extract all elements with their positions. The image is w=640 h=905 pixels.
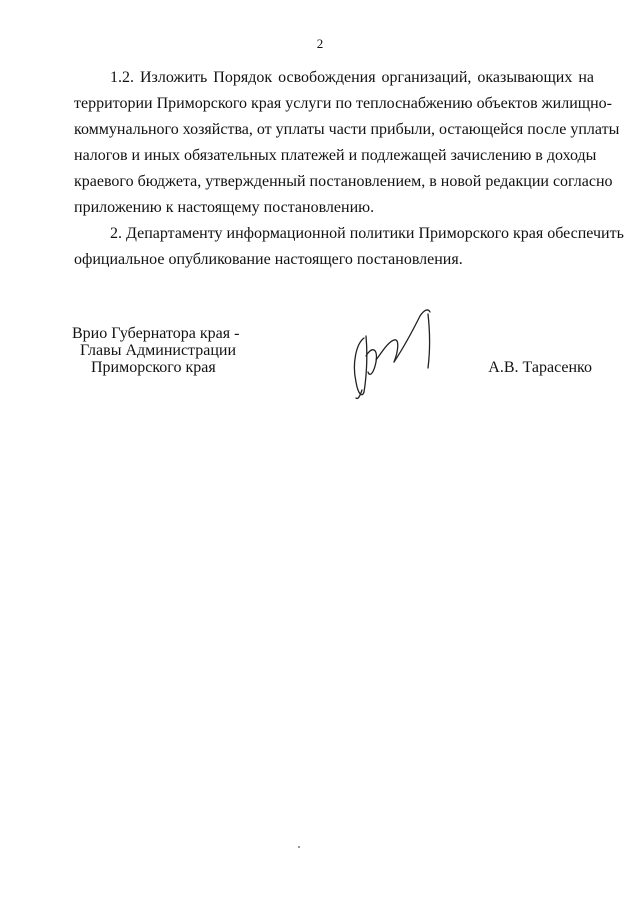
signatory-title-line: Главы Администрации	[80, 342, 237, 359]
text-line: 2. Департаменту информационной политики Приморского края обеспечить	[110, 225, 624, 242]
signatory-title-line: Приморского края	[91, 359, 216, 376]
signatory-title-line: Врио Губернатора края -	[72, 325, 240, 342]
scan-speck	[298, 846, 300, 848]
text-line: приложению к настоящему постановлению.	[74, 199, 375, 216]
text-line: коммунального хозяйства, от уплаты части прибыли, остающейся после уплаты	[74, 121, 620, 138]
text-line: краевого бюджета, утвержденный постановлением, в новой редакции согласно	[74, 173, 613, 190]
text-line: территории Приморского края услуги по теплоснабжению объектов жилищно-	[74, 95, 612, 112]
page-number: 2	[316, 36, 324, 51]
text-line: 1.2. Изложить Порядок освобождения организаций, оказывающих на	[110, 69, 594, 86]
signatory-name: А.В. Тарасенко	[488, 359, 592, 376]
text-line: официальное опубликование настоящего постановления.	[74, 251, 463, 268]
text-line: налогов и иных обязательных платежей и подлежащей зачислению в доходы	[74, 147, 597, 164]
handwritten-signature	[338, 302, 438, 402]
